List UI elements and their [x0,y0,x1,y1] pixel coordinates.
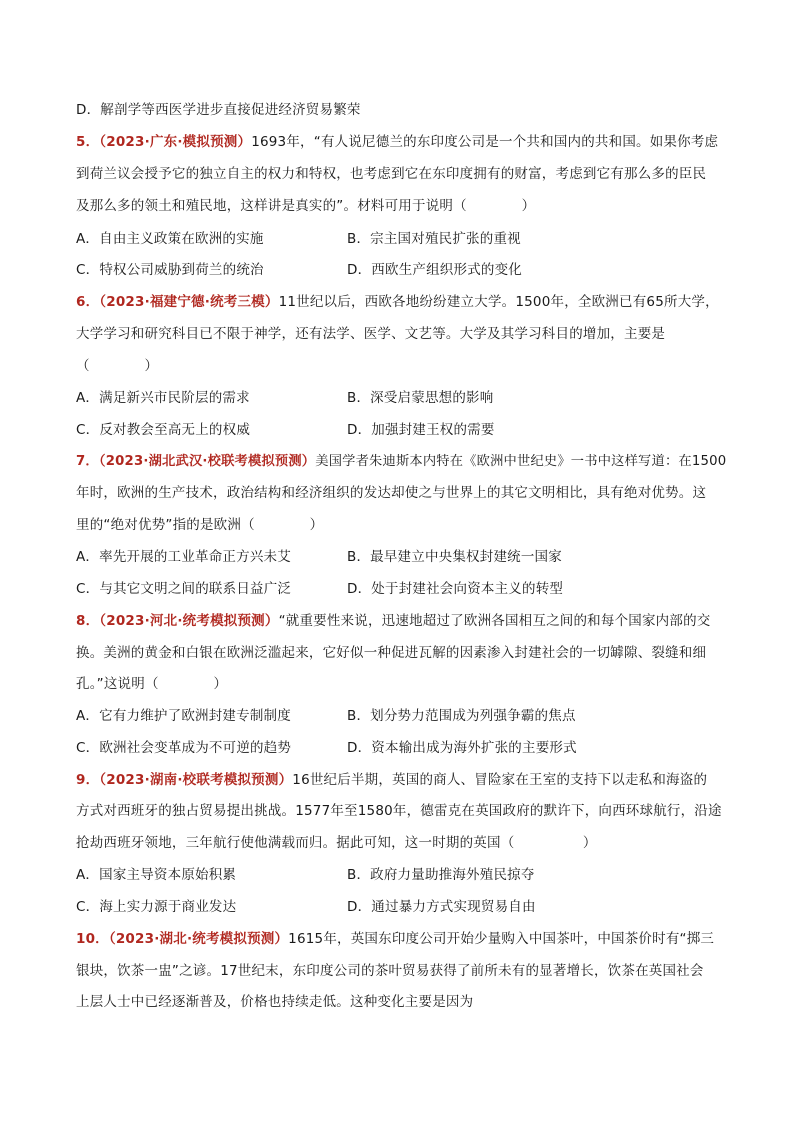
question-8-line-2: 换。美洲的黄金和白银在欧洲泛滥起来，它好似一种促进瓦解的因素渗入封建社会的一切罅隙、裂缝和细 [76,645,707,661]
question-6-line-1 [76,294,726,310]
question-10-text-1: 1615年，英国东印度公司开始少量购入中国茶叶，中国茶价时有“掷三 [288,931,715,947]
question-9-option-a: A．国家主导资本原始积累 [76,867,237,883]
question-7-line-1 [76,454,726,470]
question-8-line-3: 孔。”这说明（ ） [76,676,228,692]
question-5-line-2: 到荷兰议会授予它的独立自主的权力和特权，也考虑到它在东印度拥有的财富，考虑到它有那么多的臣民 [76,166,707,182]
question-10-line-1 [76,931,726,947]
question-6-option-b: B．深受启蒙思想的影响 [347,390,494,406]
question-6-source: （2023·福建宁德·统考三模） [99,294,279,310]
question-6-text-1: 11世纪以后，西欧各地纷纷建立大学。1500年，全欧洲已有65所大学， [278,294,719,310]
question-7-line-3: 里的“绝对优势”指的是欧洲（ ） [76,517,324,533]
question-5-source: （2023·广东·模拟预测） [99,134,252,150]
question-6-line-2: 大学学习和研究科目已不限于神学，还有法学、医学、文艺等。大学及其学习科目的增加，主要是 [76,326,666,342]
question-10-line-2: 银块，饮茶一盅”之谚。17世纪末，东印度公司的茶叶贸易获得了前所未有的显著增长，饮茶在英国社会 [76,963,704,979]
question-7-number: 7． [76,454,99,469]
question-7-option-b: B．最早建立中央集权封建统一国家 [347,549,562,565]
question-9-option-d: D．通过暴力方式实现贸易自由 [347,899,536,915]
question-6-option-d: D．加强封建王权的需要 [347,422,495,438]
question-5-text-1: 1693年，“有人说尼德兰的东印度公司是一个共和国内的共和国。如果你考虑 [251,134,719,150]
question-5-option-d: D．西欧生产组织形式的变化 [347,262,522,278]
question-9-line-3: 抢劫西班牙领地，三年航行使他满载而归。据此可知，这一时期的英国（ ） [76,835,597,851]
question-6-line-3: （ ） [76,358,159,374]
question-7-option-a: A．率先开展的工业革命正方兴未艾 [76,549,291,565]
question-9-text-1: 16世纪后半期，英国的商人、冒险家在王室的支持下以走私和海盗的 [292,772,708,788]
question-7-option-d: D．处于封建社会向资本主义的转型 [347,581,564,597]
question-8-number: 8． [76,613,100,629]
question-7-text-1: 美国学者朱迪斯本内特在《欧洲中世纪史》一书中这样写道：在1500 [315,454,727,469]
prev-question-option-d: D．解剖学等西医学进步直接促进经济贸易繁荣 [76,102,361,118]
question-6-number: 6． [76,294,100,310]
question-8-source: （2023·河北·统考模拟预测） [99,613,279,629]
question-8-option-a: A．它有力维护了欧洲封建专制制度 [76,708,291,724]
question-8-option-d: D．资本输出成为海外扩张的主要形式 [347,740,577,756]
question-10-source: （2023·湖北·统考模拟预测） [108,931,289,947]
question-5-option-a: A．自由主义政策在欧洲的实施 [76,231,264,247]
question-7-line-2: 年时，欧洲的生产技术，政治结构和经济组织的发达却使之与世界上的其它文明相比，具有绝对优势。这 [76,485,707,501]
question-8-line-1 [76,613,726,629]
question-9-option-b: B．政府力量助推海外殖民掠夺 [347,867,535,883]
question-7-option-c: C．与其它文明之间的联系日益广泛 [76,581,292,597]
question-8-option-c: C．欧洲社会变革成为不可逆的趋势 [76,740,292,756]
question-6-option-a: A．满足新兴市民阶层的需求 [76,390,250,406]
question-9-line-1 [76,772,726,788]
question-7-source: （2023·湖北武汉·校联考模拟预测） [98,454,316,469]
question-8-text-1: “就重要性来说，迅速地超过了欧洲各国相互之间的和每个国家内部的交 [278,613,711,629]
question-5-number: 5． [76,134,100,150]
question-9-source: （2023·湖南·校联考模拟预测） [99,772,293,788]
question-8-option-b: B．划分势力范围成为列强争霸的焦点 [347,708,576,724]
question-9-line-2: 方式对西班牙的独占贸易提出挑战。1577年至1580年，德雷克在英国政府的默许下，向西环球航行，沿途 [76,803,722,819]
question-10-line-3: 上层人士中已经逐渐普及，价格也持续走低。这种变化主要是因为 [76,994,474,1010]
question-5-line-1 [76,134,726,150]
question-10-number: 10． [76,931,109,947]
question-6-option-c: C．反对教会至高无上的权威 [76,422,251,438]
question-5-option-c: C．特权公司威胁到荷兰的统治 [76,262,264,278]
question-5-line-3: 及那么多的领土和殖民地，这样讲是真实的”。材料可用于说明（ ） [76,198,536,214]
question-9-number: 9． [76,772,100,788]
question-5-option-b: B．宗主国对殖民扩张的重视 [347,231,521,247]
question-9-option-c: C．海上实力源于商业发达 [76,899,237,915]
